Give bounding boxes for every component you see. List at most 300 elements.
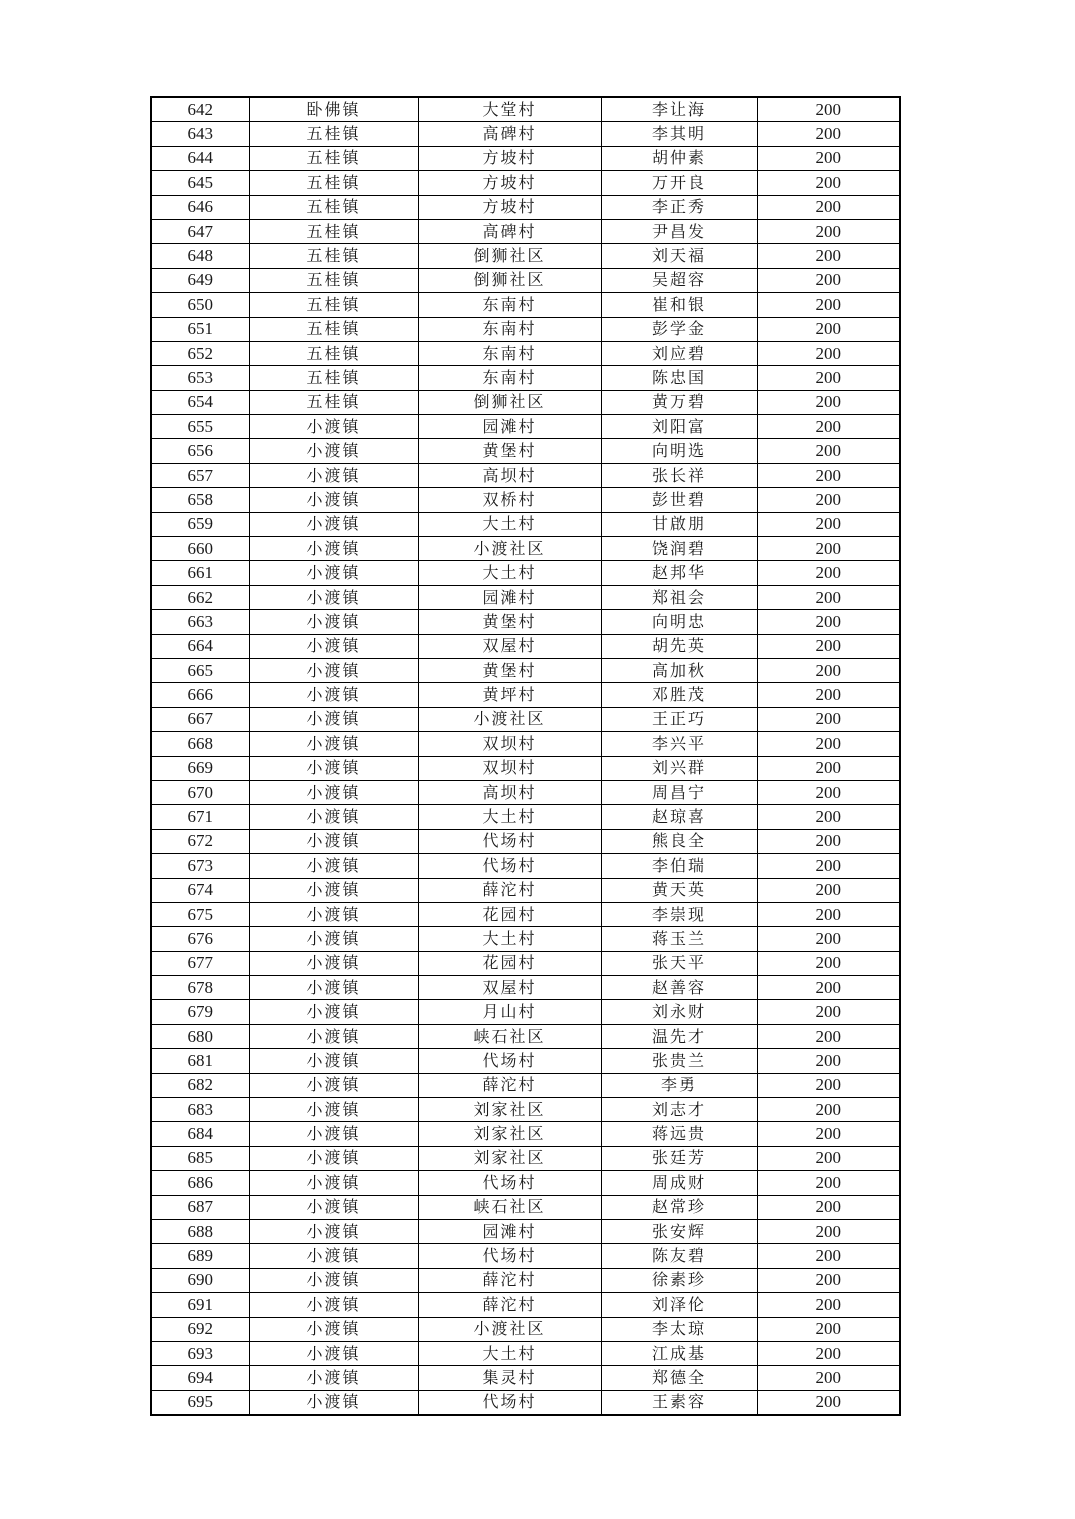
town-cell: 小渡镇 <box>249 683 418 707</box>
row-number-cell: 683 <box>151 1098 249 1122</box>
row-number-cell: 690 <box>151 1268 249 1292</box>
name-cell: 黄天英 <box>601 878 757 902</box>
amount-cell: 200 <box>757 732 900 756</box>
row-number-cell: 653 <box>151 366 249 390</box>
row-number-cell: 652 <box>151 341 249 365</box>
table-row <box>151 1293 900 1317</box>
name-cell: 刘应碧 <box>601 341 757 365</box>
table-row <box>151 195 900 219</box>
row-number-cell: 671 <box>151 805 249 829</box>
table-row <box>151 1195 900 1219</box>
name-cell: 周昌宁 <box>601 780 757 804</box>
name-cell: 张廷芳 <box>601 1146 757 1170</box>
name-cell: 万开良 <box>601 171 757 195</box>
town-cell: 五桂镇 <box>249 293 418 317</box>
row-number-cell: 676 <box>151 927 249 951</box>
amount-cell: 200 <box>757 805 900 829</box>
village-cell: 倒狮社区 <box>418 244 601 268</box>
row-number-cell: 688 <box>151 1219 249 1243</box>
amount-cell: 200 <box>757 366 900 390</box>
village-cell: 方坡村 <box>418 171 601 195</box>
row-number-cell: 679 <box>151 1000 249 1024</box>
town-cell: 小渡镇 <box>249 951 418 975</box>
table-row <box>151 732 900 756</box>
amount-cell: 200 <box>757 122 900 146</box>
table-row <box>151 878 900 902</box>
town-cell: 小渡镇 <box>249 1390 418 1415</box>
town-cell: 小渡镇 <box>249 1268 418 1292</box>
town-cell: 卧佛镇 <box>249 97 418 122</box>
row-number-cell: 674 <box>151 878 249 902</box>
town-cell: 小渡镇 <box>249 707 418 731</box>
village-cell: 代场村 <box>418 1244 601 1268</box>
table-row <box>151 902 900 926</box>
village-cell: 刘家社区 <box>418 1122 601 1146</box>
table-row <box>151 1390 900 1415</box>
town-cell: 五桂镇 <box>249 244 418 268</box>
name-cell: 李勇 <box>601 1073 757 1097</box>
name-cell: 刘泽伦 <box>601 1293 757 1317</box>
name-cell: 李正秀 <box>601 195 757 219</box>
amount-cell: 200 <box>757 97 900 122</box>
amount-cell: 200 <box>757 780 900 804</box>
row-number-cell: 655 <box>151 415 249 439</box>
table-row <box>151 1317 900 1341</box>
village-cell: 大土村 <box>418 805 601 829</box>
table-row <box>151 756 900 780</box>
town-cell: 小渡镇 <box>249 1073 418 1097</box>
town-cell: 小渡镇 <box>249 1317 418 1341</box>
amount-cell: 200 <box>757 927 900 951</box>
table-row <box>151 1049 900 1073</box>
name-cell: 甘啟朋 <box>601 512 757 536</box>
amount-cell: 200 <box>757 537 900 561</box>
town-cell: 五桂镇 <box>249 171 418 195</box>
village-cell: 集灵村 <box>418 1366 601 1390</box>
table-row <box>151 146 900 170</box>
table-row <box>151 585 900 609</box>
amount-cell: 200 <box>757 854 900 878</box>
town-cell: 小渡镇 <box>249 829 418 853</box>
town-cell: 五桂镇 <box>249 195 418 219</box>
table-row <box>151 561 900 585</box>
amount-cell: 200 <box>757 1366 900 1390</box>
village-cell: 黄坪村 <box>418 683 601 707</box>
table-row <box>151 488 900 512</box>
amount-cell: 200 <box>757 585 900 609</box>
table-row <box>151 1268 900 1292</box>
amount-cell: 200 <box>757 195 900 219</box>
table-row <box>151 415 900 439</box>
amount-cell: 200 <box>757 1073 900 1097</box>
row-number-cell: 660 <box>151 537 249 561</box>
village-cell: 双坝村 <box>418 756 601 780</box>
table-row <box>151 951 900 975</box>
row-number-cell: 661 <box>151 561 249 585</box>
name-cell: 高加秋 <box>601 658 757 682</box>
village-cell: 薛沱村 <box>418 1268 601 1292</box>
name-cell: 尹昌发 <box>601 219 757 243</box>
row-number-cell: 662 <box>151 585 249 609</box>
village-cell: 花园村 <box>418 902 601 926</box>
village-cell: 月山村 <box>418 1000 601 1024</box>
table-row <box>151 634 900 658</box>
village-cell: 薛沱村 <box>418 878 601 902</box>
name-cell: 向明忠 <box>601 610 757 634</box>
village-cell: 代场村 <box>418 1171 601 1195</box>
village-cell: 代场村 <box>418 1049 601 1073</box>
row-number-cell: 680 <box>151 1024 249 1048</box>
village-cell: 高坝村 <box>418 780 601 804</box>
village-cell: 黄堡村 <box>418 658 601 682</box>
village-cell: 东南村 <box>418 341 601 365</box>
row-number-cell: 647 <box>151 219 249 243</box>
name-cell: 刘志才 <box>601 1098 757 1122</box>
village-cell: 大土村 <box>418 512 601 536</box>
amount-cell: 200 <box>757 951 900 975</box>
row-number-cell: 667 <box>151 707 249 731</box>
amount-cell: 200 <box>757 1171 900 1195</box>
table-row <box>151 537 900 561</box>
amount-cell: 200 <box>757 1195 900 1219</box>
amount-cell: 200 <box>757 1293 900 1317</box>
amount-cell: 200 <box>757 829 900 853</box>
row-number-cell: 657 <box>151 463 249 487</box>
table-row <box>151 439 900 463</box>
town-cell: 小渡镇 <box>249 1219 418 1243</box>
row-number-cell: 658 <box>151 488 249 512</box>
town-cell: 五桂镇 <box>249 366 418 390</box>
amount-cell: 200 <box>757 268 900 292</box>
amount-cell: 200 <box>757 219 900 243</box>
table-row <box>151 683 900 707</box>
amount-cell: 200 <box>757 756 900 780</box>
village-cell: 小渡社区 <box>418 1317 601 1341</box>
name-cell: 向明选 <box>601 439 757 463</box>
town-cell: 小渡镇 <box>249 756 418 780</box>
village-cell: 高坝村 <box>418 463 601 487</box>
name-cell: 赵善容 <box>601 976 757 1000</box>
table-row <box>151 1073 900 1097</box>
amount-cell: 200 <box>757 1098 900 1122</box>
village-cell: 峡石社区 <box>418 1024 601 1048</box>
table-row <box>151 268 900 292</box>
name-cell: 刘永财 <box>601 1000 757 1024</box>
town-cell: 小渡镇 <box>249 1341 418 1365</box>
town-cell: 小渡镇 <box>249 1122 418 1146</box>
table-row <box>151 512 900 536</box>
town-cell: 小渡镇 <box>249 1293 418 1317</box>
town-cell: 五桂镇 <box>249 317 418 341</box>
village-cell: 双屋村 <box>418 634 601 658</box>
town-cell: 小渡镇 <box>249 1024 418 1048</box>
town-cell: 小渡镇 <box>249 902 418 926</box>
town-cell: 小渡镇 <box>249 488 418 512</box>
village-cell: 双坝村 <box>418 732 601 756</box>
table-row <box>151 171 900 195</box>
name-cell: 王正巧 <box>601 707 757 731</box>
village-cell: 高碑村 <box>418 219 601 243</box>
village-cell: 方坡村 <box>418 146 601 170</box>
town-cell: 小渡镇 <box>249 1171 418 1195</box>
town-cell: 小渡镇 <box>249 415 418 439</box>
village-cell: 园滩村 <box>418 585 601 609</box>
town-cell: 小渡镇 <box>249 463 418 487</box>
row-number-cell: 685 <box>151 1146 249 1170</box>
table-row <box>151 658 900 682</box>
name-cell: 赵邦华 <box>601 561 757 585</box>
row-number-cell: 695 <box>151 1390 249 1415</box>
row-number-cell: 693 <box>151 1341 249 1365</box>
name-cell: 李兴平 <box>601 732 757 756</box>
village-cell: 方坡村 <box>418 195 601 219</box>
table-row <box>151 1341 900 1365</box>
town-cell: 小渡镇 <box>249 976 418 1000</box>
village-cell: 倒狮社区 <box>418 268 601 292</box>
row-number-cell: 691 <box>151 1293 249 1317</box>
name-cell: 李太琼 <box>601 1317 757 1341</box>
village-cell: 大土村 <box>418 561 601 585</box>
town-cell: 小渡镇 <box>249 585 418 609</box>
name-cell: 陈友碧 <box>601 1244 757 1268</box>
village-cell: 代场村 <box>418 829 601 853</box>
village-cell: 峡石社区 <box>418 1195 601 1219</box>
village-cell: 刘家社区 <box>418 1146 601 1170</box>
row-number-cell: 645 <box>151 171 249 195</box>
village-cell: 代场村 <box>418 1390 601 1415</box>
name-cell: 李伯瑞 <box>601 854 757 878</box>
row-number-cell: 678 <box>151 976 249 1000</box>
name-cell: 蒋远贵 <box>601 1122 757 1146</box>
table-row <box>151 1146 900 1170</box>
town-cell: 小渡镇 <box>249 1195 418 1219</box>
amount-cell: 200 <box>757 878 900 902</box>
town-cell: 五桂镇 <box>249 268 418 292</box>
table-row <box>151 1219 900 1243</box>
table-row <box>151 366 900 390</box>
table-row <box>151 390 900 414</box>
amount-cell: 200 <box>757 1024 900 1048</box>
town-cell: 五桂镇 <box>249 122 418 146</box>
amount-cell: 200 <box>757 561 900 585</box>
table-row <box>151 976 900 1000</box>
name-cell: 赵琼喜 <box>601 805 757 829</box>
town-cell: 小渡镇 <box>249 732 418 756</box>
town-cell: 小渡镇 <box>249 1146 418 1170</box>
row-number-cell: 689 <box>151 1244 249 1268</box>
table-row <box>151 1122 900 1146</box>
village-cell: 双屋村 <box>418 976 601 1000</box>
village-cell: 代场村 <box>418 854 601 878</box>
table-row <box>151 1244 900 1268</box>
village-cell: 东南村 <box>418 317 601 341</box>
row-number-cell: 677 <box>151 951 249 975</box>
village-cell: 东南村 <box>418 293 601 317</box>
table-row <box>151 244 900 268</box>
village-cell: 双桥村 <box>418 488 601 512</box>
amount-cell: 200 <box>757 1000 900 1024</box>
town-cell: 小渡镇 <box>249 634 418 658</box>
village-cell: 黄堡村 <box>418 610 601 634</box>
data-table <box>150 96 901 1416</box>
amount-cell: 200 <box>757 390 900 414</box>
name-cell: 刘兴群 <box>601 756 757 780</box>
row-number-cell: 692 <box>151 1317 249 1341</box>
table-row <box>151 1366 900 1390</box>
name-cell: 温先才 <box>601 1024 757 1048</box>
amount-cell: 200 <box>757 902 900 926</box>
row-number-cell: 651 <box>151 317 249 341</box>
village-cell: 小渡社区 <box>418 537 601 561</box>
town-cell: 小渡镇 <box>249 878 418 902</box>
village-cell: 园滩村 <box>418 415 601 439</box>
row-number-cell: 666 <box>151 683 249 707</box>
table-row <box>151 854 900 878</box>
row-number-cell: 659 <box>151 512 249 536</box>
amount-cell: 200 <box>757 341 900 365</box>
name-cell: 周成财 <box>601 1171 757 1195</box>
row-number-cell: 646 <box>151 195 249 219</box>
table-row <box>151 1024 900 1048</box>
amount-cell: 200 <box>757 1390 900 1415</box>
name-cell: 李崇现 <box>601 902 757 926</box>
town-cell: 小渡镇 <box>249 780 418 804</box>
row-number-cell: 648 <box>151 244 249 268</box>
amount-cell: 200 <box>757 1219 900 1243</box>
amount-cell: 200 <box>757 1049 900 1073</box>
row-number-cell: 644 <box>151 146 249 170</box>
table-row <box>151 780 900 804</box>
row-number-cell: 663 <box>151 610 249 634</box>
name-cell: 李其明 <box>601 122 757 146</box>
village-cell: 花园村 <box>418 951 601 975</box>
town-cell: 五桂镇 <box>249 219 418 243</box>
town-cell: 小渡镇 <box>249 439 418 463</box>
row-number-cell: 684 <box>151 1122 249 1146</box>
table-row <box>151 293 900 317</box>
row-number-cell: 650 <box>151 293 249 317</box>
village-cell: 小渡社区 <box>418 707 601 731</box>
town-cell: 小渡镇 <box>249 1000 418 1024</box>
amount-cell: 200 <box>757 1317 900 1341</box>
amount-cell: 200 <box>757 1268 900 1292</box>
name-cell: 张天平 <box>601 951 757 975</box>
table-row <box>151 317 900 341</box>
village-cell: 刘家社区 <box>418 1098 601 1122</box>
name-cell: 刘天福 <box>601 244 757 268</box>
name-cell: 陈忠国 <box>601 366 757 390</box>
amount-cell: 200 <box>757 1244 900 1268</box>
amount-cell: 200 <box>757 146 900 170</box>
amount-cell: 200 <box>757 293 900 317</box>
name-cell: 胡仲素 <box>601 146 757 170</box>
name-cell: 郑德全 <box>601 1366 757 1390</box>
name-cell: 江成基 <box>601 1341 757 1365</box>
town-cell: 小渡镇 <box>249 537 418 561</box>
table-row <box>151 463 900 487</box>
village-cell: 薛沱村 <box>418 1293 601 1317</box>
table-row <box>151 1171 900 1195</box>
row-number-cell: 643 <box>151 122 249 146</box>
table-row <box>151 1000 900 1024</box>
name-cell: 吴超容 <box>601 268 757 292</box>
amount-cell: 200 <box>757 658 900 682</box>
town-cell: 小渡镇 <box>249 512 418 536</box>
name-cell: 郑祖会 <box>601 585 757 609</box>
town-cell: 小渡镇 <box>249 1098 418 1122</box>
table-row <box>151 927 900 951</box>
town-cell: 五桂镇 <box>249 341 418 365</box>
amount-cell: 200 <box>757 463 900 487</box>
amount-cell: 200 <box>757 512 900 536</box>
row-number-cell: 681 <box>151 1049 249 1073</box>
row-number-cell: 694 <box>151 1366 249 1390</box>
name-cell: 李让海 <box>601 97 757 122</box>
amount-cell: 200 <box>757 1122 900 1146</box>
table-row <box>151 707 900 731</box>
name-cell: 彭世碧 <box>601 488 757 512</box>
amount-cell: 200 <box>757 171 900 195</box>
town-cell: 小渡镇 <box>249 1049 418 1073</box>
town-cell: 小渡镇 <box>249 1244 418 1268</box>
name-cell: 彭学金 <box>601 317 757 341</box>
row-number-cell: 673 <box>151 854 249 878</box>
name-cell: 张安辉 <box>601 1219 757 1243</box>
name-cell: 黄万碧 <box>601 390 757 414</box>
row-number-cell: 664 <box>151 634 249 658</box>
village-cell: 薛沱村 <box>418 1073 601 1097</box>
name-cell: 熊良全 <box>601 829 757 853</box>
row-number-cell: 665 <box>151 658 249 682</box>
name-cell: 张长祥 <box>601 463 757 487</box>
row-number-cell: 642 <box>151 97 249 122</box>
row-number-cell: 649 <box>151 268 249 292</box>
name-cell: 张贵兰 <box>601 1049 757 1073</box>
row-number-cell: 686 <box>151 1171 249 1195</box>
row-number-cell: 669 <box>151 756 249 780</box>
row-number-cell: 670 <box>151 780 249 804</box>
town-cell: 小渡镇 <box>249 854 418 878</box>
town-cell: 小渡镇 <box>249 805 418 829</box>
amount-cell: 200 <box>757 317 900 341</box>
table-row <box>151 610 900 634</box>
name-cell: 胡先英 <box>601 634 757 658</box>
town-cell: 五桂镇 <box>249 146 418 170</box>
village-cell: 倒狮社区 <box>418 390 601 414</box>
name-cell: 崔和银 <box>601 293 757 317</box>
village-cell: 大土村 <box>418 927 601 951</box>
town-cell: 小渡镇 <box>249 1366 418 1390</box>
table-row <box>151 122 900 146</box>
village-cell: 大土村 <box>418 1341 601 1365</box>
table-row <box>151 97 900 122</box>
town-cell: 小渡镇 <box>249 561 418 585</box>
amount-cell: 200 <box>757 634 900 658</box>
village-cell: 大堂村 <box>418 97 601 122</box>
name-cell: 邓胜茂 <box>601 683 757 707</box>
amount-cell: 200 <box>757 976 900 1000</box>
name-cell: 徐素珍 <box>601 1268 757 1292</box>
name-cell: 赵常珍 <box>601 1195 757 1219</box>
town-cell: 五桂镇 <box>249 390 418 414</box>
amount-cell: 200 <box>757 488 900 512</box>
row-number-cell: 668 <box>151 732 249 756</box>
amount-cell: 200 <box>757 439 900 463</box>
table-row <box>151 219 900 243</box>
village-cell: 黄堡村 <box>418 439 601 463</box>
name-cell: 刘阳富 <box>601 415 757 439</box>
amount-cell: 200 <box>757 244 900 268</box>
